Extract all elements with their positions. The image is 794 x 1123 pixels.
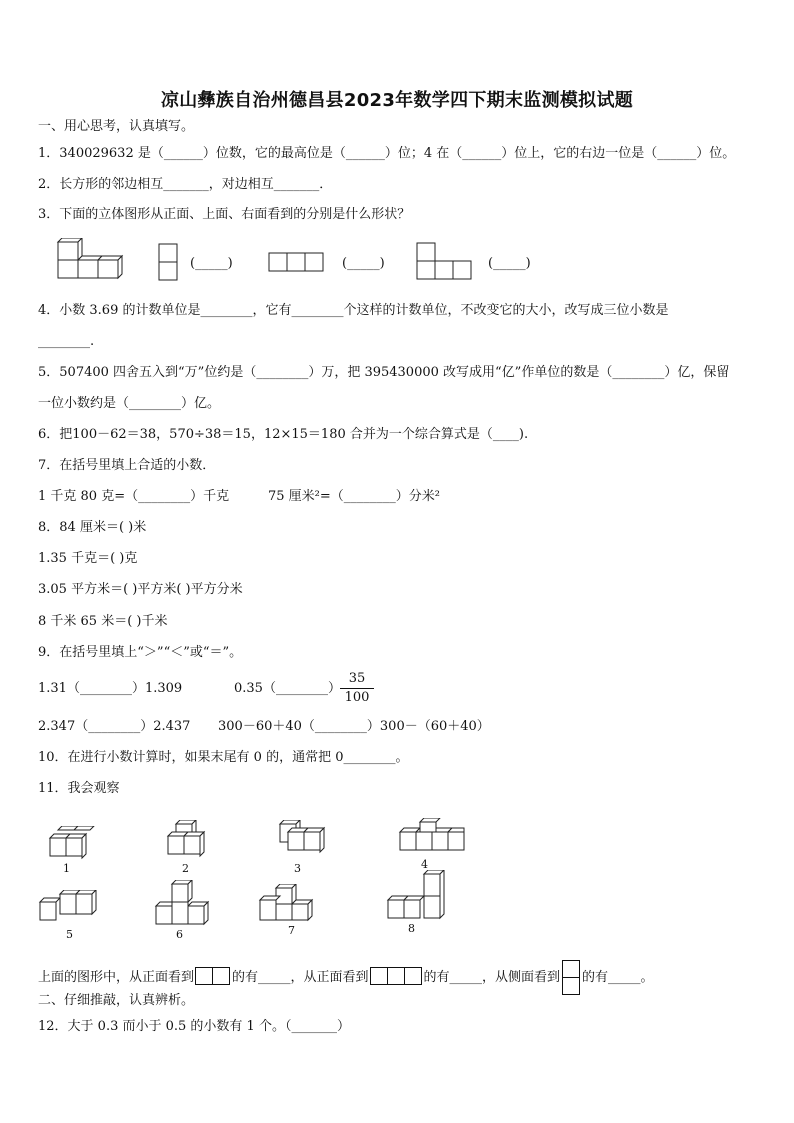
question-11: 11．我会观察: [38, 781, 120, 796]
question-8-c: 3.05 平方米＝( )平方米( )平方分米: [38, 582, 243, 597]
q11-answer-text-4: 的有_____。: [582, 970, 654, 985]
q11-figure-label-5: 5: [66, 928, 73, 941]
q3-view-c: [416, 242, 476, 282]
question-9-c: 2.347（________）2.437: [38, 719, 191, 734]
q11-figure-4: [398, 818, 468, 858]
question-9: 9．在括号里填上“＞”“＜”或“＝”。: [38, 645, 243, 660]
square-cell: [195, 967, 213, 985]
question-3: 3．下面的立体图形从正面、上面、右面看到的分别是什么形状？: [38, 207, 411, 222]
square-cell: [212, 967, 230, 985]
q3-view-a: [158, 243, 180, 283]
two-squares-view: [196, 967, 230, 987]
q11-figure-3: [274, 820, 334, 860]
question-2: 2．长方形的邻边相互_______，对边相互_______．: [38, 177, 333, 192]
q11-figure-label-3: 3: [294, 862, 301, 875]
q9-fraction: [340, 671, 374, 706]
q11-figure-label-4: 4: [421, 858, 428, 871]
question-4-line-2: ________.: [38, 334, 95, 349]
q11-figure-label-6: 6: [176, 928, 183, 941]
q11-figure-8: [386, 870, 452, 922]
fraction-denominator: 100: [344, 690, 370, 705]
question-7: 7．在括号里填上合适的小数．: [38, 458, 216, 473]
q3-blank-2[interactable]: (_____): [342, 256, 385, 271]
q3-solid-figure: [52, 238, 124, 286]
question-12: 12．大于 0.3 而小于 0.5 的小数有 1 个。（_______）: [38, 1019, 350, 1034]
q3-blank-3[interactable]: (_____): [488, 256, 531, 271]
question-6: 6．把100－62＝38，570÷38＝15，12×15＝180 合并为一个综合算式是（____).: [38, 427, 529, 442]
question-7-b: 75 厘米²=（________）分米²: [268, 489, 440, 504]
q11-figure-7: [258, 884, 318, 926]
fraction-numerator: 35: [348, 671, 366, 686]
square-cell: [562, 960, 580, 978]
question-1: 1．340029632 是（______）位数，它的最高位是（______）位；4 在（______）位上，它的右边一位是（______）位。: [38, 146, 736, 161]
q3-blank-1[interactable]: (_____): [190, 256, 233, 271]
q11-figure-5: [38, 890, 108, 926]
q11-figure-label-8: 8: [408, 922, 415, 935]
q11-figure-label-1: 1: [63, 862, 70, 875]
question-7-a: 1 千克 80 克=（________）千克: [38, 489, 230, 504]
three-squares-view: [371, 967, 422, 987]
question-8-b: 1.35 千克＝( )克: [38, 551, 138, 566]
section-2-heading: 二、仔细推敲，认真辨析。: [38, 993, 195, 1008]
q11-figure-1: [48, 826, 104, 862]
square-cell: [387, 967, 405, 985]
question-8-a: 8．84 厘米＝( )米: [38, 520, 147, 535]
question-8-d: 8 千米 65 米＝( )千米: [38, 614, 168, 629]
question-10: 10．在进行小数计算时，如果末尾有 0 的，通常把 0________。: [38, 750, 409, 765]
section-1-heading: 一、用心思考，认真填写。: [38, 119, 195, 134]
q11-answer-text-2: 的有_____，从正面看到: [232, 970, 369, 985]
q11-answer-text-1: 上面的图形中，从正面看到: [38, 970, 195, 985]
fraction-bar: [340, 688, 374, 689]
question-5-line-1: 5．507400 四舍五入到“万”位约是（________）万，把 395430000 改写成用“亿”作单位的数是（________）亿，保留: [38, 365, 730, 380]
square-cell: [370, 967, 388, 985]
question-5-line-2: 一位小数约是（________）亿。: [38, 396, 221, 411]
vertical-two-squares-view: [562, 961, 580, 995]
q11-figure-label-2: 2: [182, 862, 189, 875]
q11-figure-label-7: 7: [288, 924, 295, 937]
page-title: 凉山彝族自治州德昌县2023年数学四下期末监测模拟试题: [160, 90, 634, 111]
square-cell: [404, 967, 422, 985]
square-cell: [562, 977, 580, 995]
question-9-d: 300－60＋40（________）300－（60＋40）: [218, 719, 490, 734]
question-11-answer: [38, 961, 654, 995]
q11-figure-6: [154, 880, 218, 926]
question-4-line-1: 4．小数 3.69 的计数单位是________，它有________个这样的计数单位，不改变它的大小，改写成三位小数是: [38, 303, 669, 318]
q11-figure-2: [166, 820, 222, 862]
question-9-b: 0.35（________）: [234, 681, 341, 696]
q3-view-b: [268, 252, 328, 274]
q11-answer-text-3: 的有_____，从侧面看到: [423, 970, 561, 985]
question-9-a: 1.31（________）1.309: [38, 681, 183, 696]
